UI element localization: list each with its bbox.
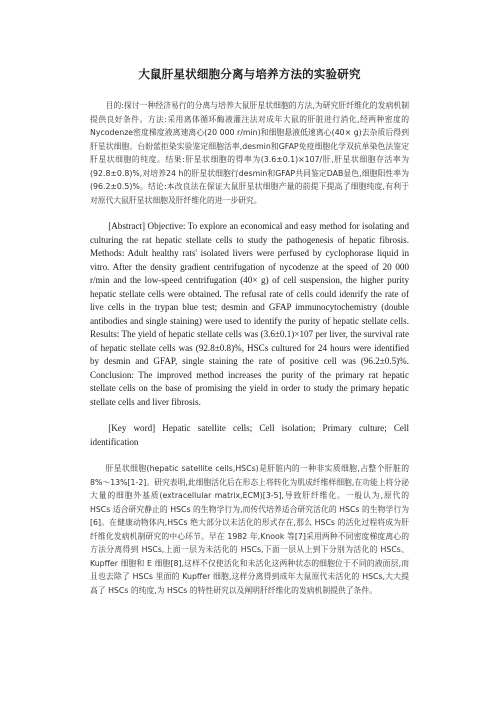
section-gap [90,207,409,220]
abstract-chinese: 目的:探讨一种经济易行的分离与培养大鼠肝星状细胞的方法,为研究肝纤维化的发病机制提供良好条件。方法:采用离体循环酶液灌注法对成年大鼠的肝脏进行消化,经两种密度的Nycodenze密度梯度液离速离心(20 000 r/min)和细胞悬液低速离心(40× g)去杂质后得到肝星状细胞。台盼蓝拒染实验鉴定细胞活率,desmin和GFAP免疫细胞化学双抗单染色法鉴定肝星状细胞的纯度。结果:肝星状细胞的得率为(3.6±0.1)×107/肝,肝星状细胞存活率为(92.8±0.8)%,对培养24 h的肝星状细胞行desmin和GFAP共同鉴定DAB显色,细胞阳性率为(96.2±0.5)%。结论:本改良法在保证大鼠肝星状细胞产量的前提下提高了细胞纯度,有利于对原代大鼠肝星状细胞及肝纤维化的进一步研究。 [90,101,409,205]
keywords: [Key word] Hepatic satellite cells; Cell isolation; Primary culture; Cell identification [90,423,409,447]
paper-title: 大鼠肝星状细胞分离与培养方法的实验研究 [138,67,361,81]
introduction-paragraph: 肝星状细胞(hepatic satellite cells,HSCs)是肝脏内的一种非实质细胞,占整个肝脏的 8%～13%[1-2]。研究表明,此细胞活化后在形态上将转化为肌成纤维样细胞,在功能上将分泌大量的细胞外基质(extracellular matrix,ECM)[3-5],导致肝纤维化。一般认为,原代的 HSCs 适合研究静止的 HSCs 的生物学行为,而传代培养适合研究活化的 HSCs 的生物学行为[6]。在健康动物体内,HSCs 绝大部分以未活化的形式存在,那么 HSCs 的活化过程将成为肝纤维化发病机制研究的中心环节。早在 1982 年,Knook 等[7]采用两种不同密度梯度离心的方法分离得到 HSCs,上面一层为未活化的 HSCs,下面一层从上到下分别为活化的 HSCs、Kupffer 细胞和 E 细胞[8],这样不仅使活化和未活化这两种状态的细胞位于不同的液面层,而且也去除了 HSCs 里面的 Kupffer 细胞,这样分离得到成年大鼠原代未活化的 HSCs,大大提高了 HSCs 的纯度,为 HSCs 的特性研究以及阐明肝纤维化的发病机制提供了条件。 [90,464,409,595]
section-gap [90,409,409,422]
section-gap [90,449,409,462]
abstract-english: [Abstract] Objective: To explore an economical and easy method for isolating and culturing the rat hepatic stellate cells to study the pathogenesis of hepatic fibrosis. Methods: Adult healthy rats' isolated livers were perfused by cyclophorase liquid in vitro. After the density gradient centrifugation of nycodenze at the speed of 20 000 r/min and the low-speed centrifugation (40× g) of cell suspension, the higher purity hepatic stellate cells were obtained. The refusal rate of cells could idenrify the rate of live cells in the trypan blue test; desmin and GFAP immunocytochemistry (double antibodies and single staining) were used to identify the purity of hepatic stellate cells. Results: The yield of hepatic stellate cells was (3.6±0.1)×107 per liver, the survival rate of hepatic stellate cells was (92.8±0.8)%, HSCs cultured for 24 hours were identified by desmin and GFAP, single staining the rate of positive cell was (96.2±0.5)%. Conclusion: The improved method increases the purity of the primary rat hepatic stellate cells on the base of promising the yield in order to study the primary hepatic stellate cells and liver fibrosis. [90,221,409,407]
